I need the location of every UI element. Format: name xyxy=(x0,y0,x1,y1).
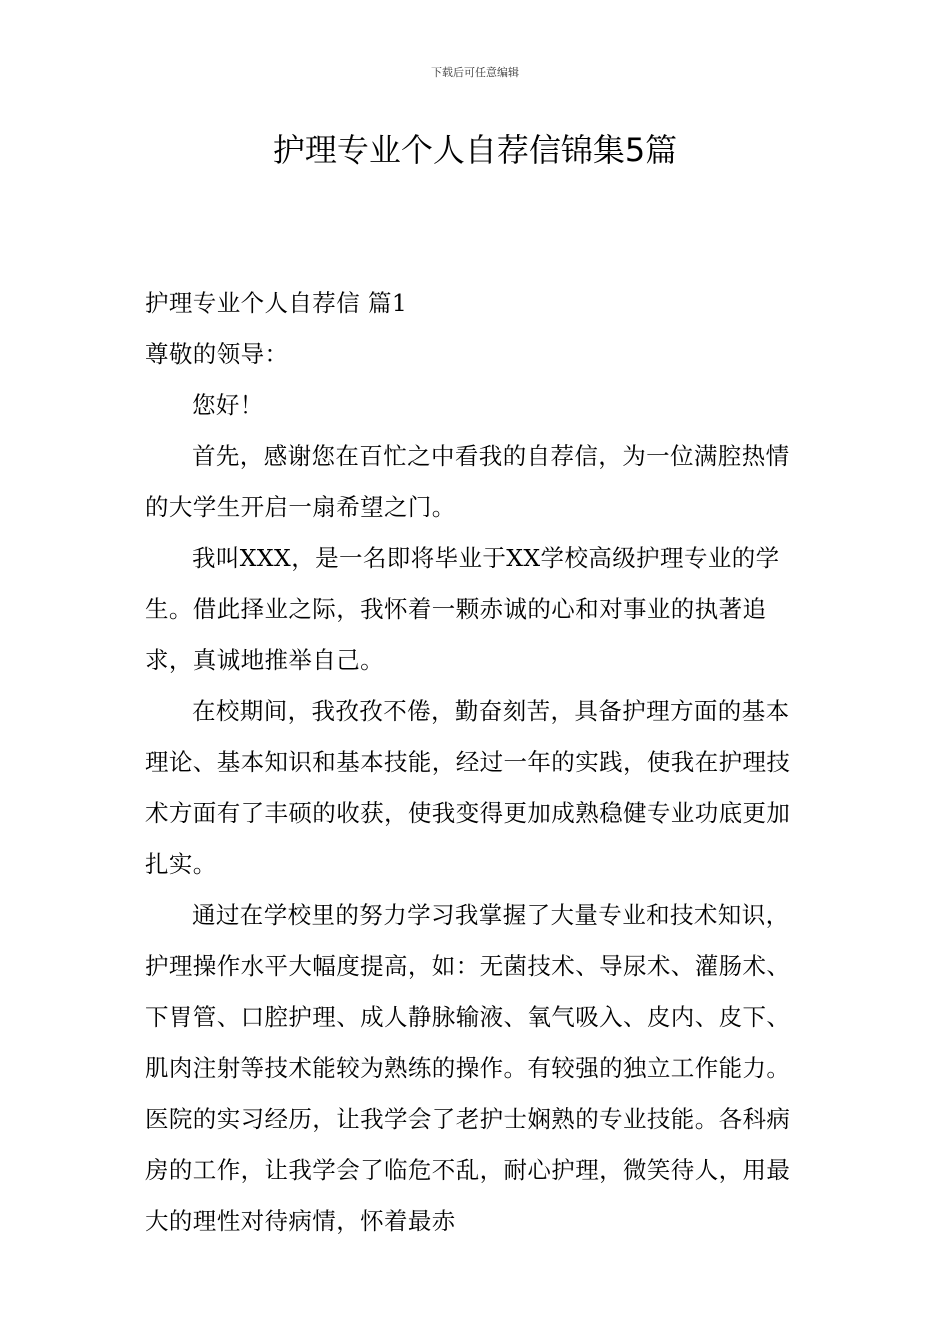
document-body xyxy=(145,278,809,1247)
greeting: 您好！ xyxy=(192,391,264,419)
header-note: 下载后可任意编辑 xyxy=(431,66,519,79)
paragraph-2: 我叫XXX，是一名即将毕业于XX学校高级护理专业的学生。借此择业之际，我怀着一颗赤诚的心和对事业的执著追求，真诚地推举自己。 xyxy=(145,544,780,674)
paragraph-4: 通过在学校里的努力学习我掌握了大量专业和技术知识，护理操作水平大幅度提高，如：无菌技术、导尿术、灌肠术、下胃管、口腔护理、成人静脉输液、氧气吸入、皮内、皮下、肌肉注射等技术能较为熟练的操作。有较强的独立工作能力。医院的实习经历，让我学会了老护士娴熟的专业技能。各科病房的工作，让我学会了临危不乱，耐心护理，微笑待人，用最大的理性对待病情，怀着最赤 xyxy=(145,901,791,1235)
document-title: 护理专业个人自荐信锦集5篇 xyxy=(272,131,678,169)
paragraph-3: 在校期间，我孜孜不倦，勤奋刻苦，具备护理方面的基本理论、基本知识和基本技能，经过一年的实践，使我在护理技术方面有了丰硕的收获，使我变得更加成熟稳健专业功底更加扎实。 xyxy=(145,697,791,878)
paragraph-1: 首先，感谢您在百忙之中看我的自荐信，为一位满腔热情的大学生开启一扇希望之门。 xyxy=(145,442,790,521)
salutation: 尊敬的领导： xyxy=(145,340,289,368)
section-heading: 护理专业个人自荐信 篇1 xyxy=(145,289,408,317)
